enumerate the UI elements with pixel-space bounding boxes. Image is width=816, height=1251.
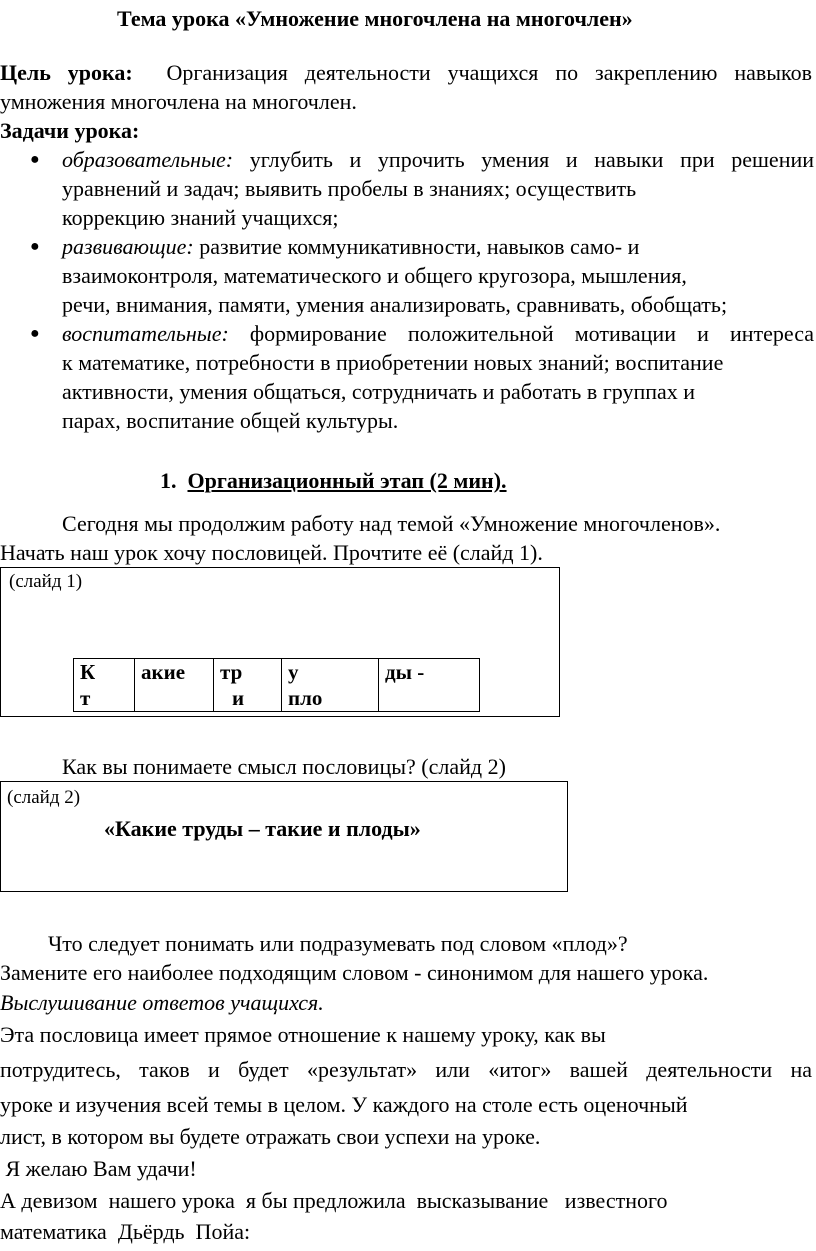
cell-bottom-text: пло	[288, 686, 323, 710]
task-2-line-2: взаимоконтроля, математического и общего кругозора, мышления,	[62, 263, 687, 288]
section-heading	[160, 466, 507, 495]
task-1-label: образовательные:	[62, 147, 234, 172]
question-line: Как вы понимаете смысл пословицы? (слайд 2)	[62, 754, 506, 779]
bullet-icon: ●	[30, 325, 40, 342]
paragraph-line-1: Что следует понимать или подразумевать под словом «плод»?	[48, 931, 628, 956]
paragraph-line-5-text: потрудитесь, таков и будет «результат» или «итог» вашей деятельности на	[0, 1057, 812, 1082]
intro-line-2: Начать наш урок хочу пословицей. Прочтите её (слайд 1).	[0, 540, 543, 565]
cell-top-text: тр	[220, 660, 243, 684]
task-3-label: воспитательные:	[62, 321, 229, 346]
cell-top-text: ды -	[385, 660, 425, 684]
slide-1-proverb-table	[73, 658, 480, 712]
paragraph-line-10: математика Дьёрдь Пойа:	[0, 1219, 251, 1244]
lesson-title: Тема урока «Умножение многочлена на многочлен»	[117, 6, 633, 31]
paragraph-line-8: Я желаю Вам удачи!	[0, 1156, 197, 1181]
task-1-line-1	[62, 145, 814, 174]
cell-bottom-text: т	[80, 686, 91, 710]
paragraph-line-6: уроке и изучения всей темы в целом. У каждого на столе есть оценочный	[0, 1092, 688, 1117]
paragraph-line-9: А девизом нашего урока я бы предложила высказывание известного	[0, 1188, 668, 1213]
cell-top-text: у	[288, 660, 299, 684]
section-number: 1.	[160, 468, 177, 493]
bullet-icon: ●	[30, 238, 40, 255]
paragraph-line-7: лист, в котором вы будете отражать свои успехи на уроке.	[0, 1124, 541, 1149]
paragraph-line-3: Выслушивание ответов учащихся.	[0, 990, 324, 1015]
goal-line-1	[0, 58, 812, 87]
task-3-line-1	[62, 319, 814, 348]
slide-2-label: (слайд 2)	[7, 787, 81, 808]
slide-2-frame	[0, 781, 568, 892]
task-2-text-1: развитие коммуникативности, навыков само- и	[199, 234, 640, 259]
task-1-text-1: углубить и упрочить умения и навыки при решении	[249, 147, 815, 172]
cell-top-text: акие	[141, 660, 186, 684]
paragraph-line-5	[0, 1055, 812, 1084]
goal-text-1: Организация деятельности учащихся по закреплению навыков	[166, 60, 812, 85]
paragraph-line-2: Замените его наиболее подходящим словом - синонимом для нашего урока.	[0, 960, 709, 985]
slide-1-frame	[0, 567, 560, 717]
task-2-line-3: речи, внимания, памяти, умения анализировать, сравнивать, обобщать;	[62, 292, 728, 317]
cell-bottom-text	[141, 685, 207, 711]
task-3-text-1: формирование положительной мотивации и интереса	[249, 321, 814, 346]
cell-bottom-text: и	[232, 686, 245, 710]
task-1-line-2: уравнений и задач; выявить пробелы в знаниях; осуществить	[62, 176, 637, 201]
cell-top-text: К	[80, 660, 96, 684]
goal-label: Цель урока:	[0, 60, 133, 85]
slide-1-label: (слайд 1)	[9, 571, 83, 592]
task-2-label: развивающие:	[62, 234, 194, 259]
table-cell	[135, 659, 214, 712]
table-cell	[74, 659, 135, 712]
slide-2-proverb: «Какие труды – такие и плоды»	[104, 816, 421, 841]
tasks-label: Задачи урока:	[0, 118, 140, 143]
task-3-line-3: активности, умения общаться, сотрудничать и работать в группах и	[62, 379, 696, 404]
intro-line-1: Сегодня мы продолжим работу над темой «Умножение многочленов».	[62, 511, 721, 536]
task-3-line-2: к математике, потребности в приобретении новых знаний; воспитание	[62, 350, 724, 375]
table-cell	[282, 659, 379, 712]
paragraph-line-4: Эта пословица имеет прямое отношение к нашему уроку, как вы	[0, 1022, 606, 1047]
section-title: Организационный этап (2 мин).	[187, 468, 507, 493]
bullet-icon: ●	[30, 151, 40, 168]
goal-line-2: умножения многочлена на многочлен.	[0, 89, 357, 114]
task-1-line-3: коррекцию знаний учащихся;	[62, 205, 339, 230]
table-cell	[379, 659, 480, 712]
table-cell	[214, 659, 282, 712]
task-2-line-1	[62, 232, 639, 261]
task-3-line-4: парах, воспитание общей культуры.	[62, 408, 399, 433]
